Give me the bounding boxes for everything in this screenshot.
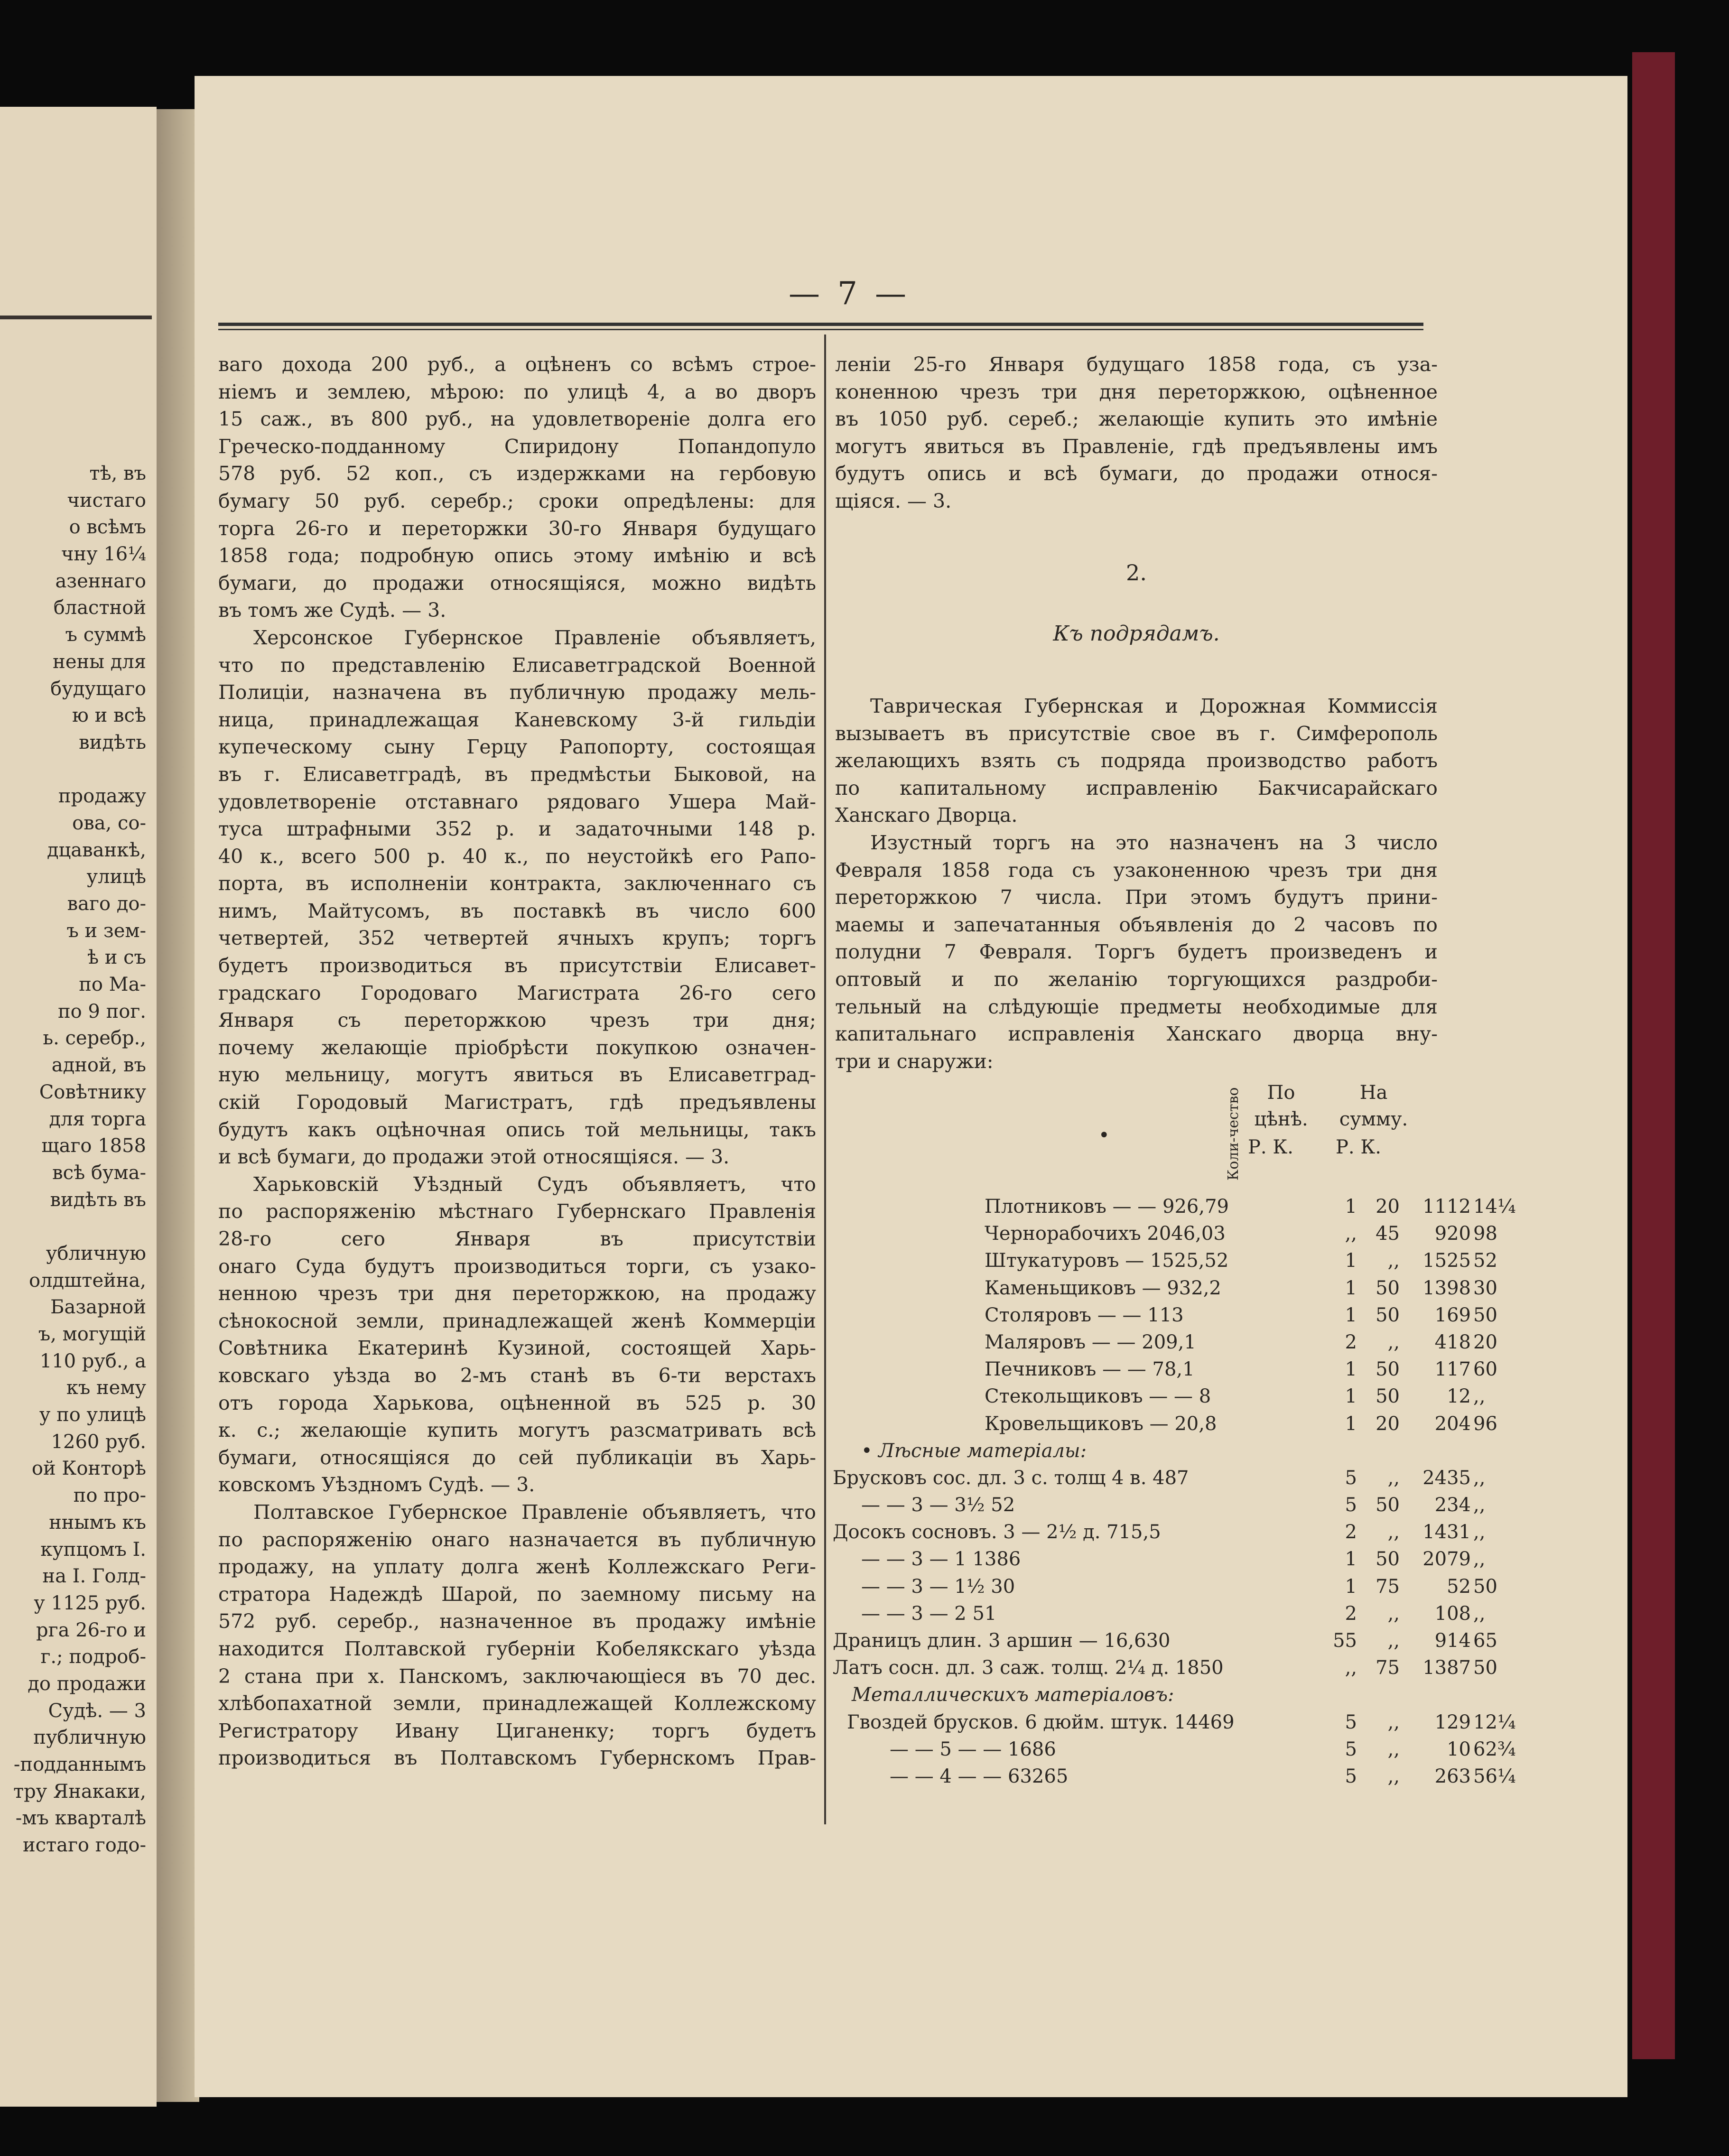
text-line: Харьковскій Уѣздный Судъ объявляетъ, что: [253, 1172, 816, 1196]
sum-rubles: 920: [1434, 1223, 1471, 1245]
price-rubles: 5: [1345, 1467, 1357, 1489]
page-number: — 7 —: [789, 275, 910, 312]
sum-kopecks: 30: [1473, 1277, 1497, 1299]
section-title: Къ подрядамъ.: [1053, 622, 1220, 646]
sum-rubles: 1431: [1422, 1521, 1471, 1543]
text-line: 572 руб. серебр., назначенное въ продажу имѣніе: [218, 1610, 816, 1633]
left-page-line: олдштейна,: [29, 1269, 146, 1292]
left-page-line: адной, въ: [51, 1054, 146, 1077]
left-page-line: азеннаго: [55, 570, 146, 592]
table-header-qty: Коли-чество: [1225, 1087, 1242, 1181]
left-page-line: по про-: [73, 1485, 146, 1507]
left-page-line: бластной: [53, 597, 146, 619]
item-name: Латъ сосн. дл. 3 саж. толщ. 2¼ д. 1850: [833, 1657, 1224, 1679]
price-kopecks: 50: [1376, 1548, 1400, 1571]
price-kopecks: ,,: [1387, 1331, 1400, 1353]
left-page-line: нены для: [53, 651, 146, 673]
left-page-line: [13, 1213, 146, 1240]
table-row: [833, 1711, 1516, 1738]
newspaper-page: [195, 76, 1627, 2097]
right-column-top: [835, 351, 1438, 515]
left-page-line: къ нему: [66, 1377, 146, 1399]
item-name: Столяровъ — — 113: [985, 1304, 1184, 1326]
text-line: ваго дохода 200 руб., а оцѣненъ со всѣмъ строе-: [218, 353, 816, 376]
left-page-line: г.; подроб-: [40, 1646, 146, 1668]
price-rubles: 1: [1345, 1277, 1357, 1299]
text-line: Января съ переторжкою чрезъ три дня;: [218, 1009, 816, 1032]
item-name: Гвоздей брусков. 6 дюйм. штук. 14469: [847, 1711, 1235, 1733]
left-page-line: улицѣ: [86, 866, 146, 888]
text-line: градскаго Городоваго Магистрата 26-го сего: [218, 981, 816, 1004]
text-line: продажу, на уплату долга женѣ Коллежскаго Реги-: [218, 1555, 816, 1579]
text-line: будутъ какъ оцѣночная опись той мельницы, такъ: [218, 1118, 816, 1141]
left-page-line: Судѣ. — 3: [48, 1700, 146, 1722]
text-line: желающихъ взять съ подряда производство работъ: [835, 749, 1438, 772]
sum-rubles: 2079: [1422, 1548, 1471, 1571]
text-line: Таврическая Губернская и Дорожная Коммиссія: [870, 695, 1438, 717]
text-line: производиться въ Полтавскомъ Губернскомъ Прав-: [218, 1747, 816, 1770]
text-line: щіяся. — 3.: [835, 489, 952, 512]
price-kopecks: 50: [1376, 1304, 1400, 1326]
price-rubles: 1: [1345, 1575, 1357, 1598]
text-line: Февраля 1858 года съ узаконенною чрезъ три дня: [835, 858, 1438, 882]
table-header-rk-sum: Р. К.: [1336, 1136, 1382, 1158]
item-name: — — 3 — 1½ 30: [861, 1575, 1015, 1598]
table-row: [833, 1467, 1486, 1494]
left-page-line: ой Конторѣ: [31, 1458, 146, 1480]
sum-kopecks: ,,: [1473, 1467, 1486, 1489]
text-line: 2 стана при х. Панскомъ, заключающіеся въ 70 дес.: [218, 1664, 816, 1688]
left-page-line: Совѣтнику: [39, 1081, 146, 1103]
header-rule: [218, 323, 1423, 330]
sum-kopecks: 96: [1473, 1413, 1497, 1435]
item-name: Штукатуровъ — 1525,52: [985, 1250, 1229, 1272]
price-kopecks: 20: [1376, 1413, 1400, 1435]
table-row: [833, 1385, 1486, 1413]
text-line: 40 к., всего 500 р. 40 к., по неустойкѣ его Рапо-: [218, 845, 816, 868]
price-rubles: 1: [1345, 1250, 1357, 1272]
text-line: Регистратору Ивану Циганенку; торгъ будетъ: [218, 1719, 816, 1742]
item-name: • Лѣсные матеріалы:: [861, 1440, 1087, 1462]
sum-kopecks: ,,: [1473, 1548, 1486, 1571]
left-page-line: -мъ кварталѣ: [15, 1807, 146, 1830]
text-line: бумагу 50 руб. серебр.; сроки опредѣлены: для: [218, 489, 816, 512]
sum-kopecks: 50: [1473, 1304, 1497, 1326]
sum-kopecks: 62¾: [1473, 1738, 1516, 1760]
item-name: — — 3 — 1 1386: [861, 1548, 1021, 1571]
text-line: капитальнаго исправленія Ханскаго дворца вну-: [835, 1022, 1438, 1046]
table-row: [833, 1494, 1486, 1521]
left-page-line: Базарной: [50, 1296, 146, 1319]
text-line: оптовый и по желанію торгующихся раздроби-: [835, 967, 1438, 991]
price-kopecks: ,,: [1387, 1711, 1400, 1733]
item-name: — — 3 — 3½ 52: [861, 1494, 1015, 1516]
sum-kopecks: 60: [1473, 1358, 1497, 1381]
sum-rubles: 2435: [1422, 1467, 1471, 1489]
item-name: Каменьщиковъ — 932,2: [985, 1277, 1221, 1299]
price-kopecks: 20: [1376, 1196, 1400, 1217]
text-line: ную мельницу, могутъ явиться въ Елисаветград-: [218, 1063, 816, 1087]
price-kopecks: ,,: [1387, 1738, 1400, 1760]
left-page-line: у по улицѣ: [39, 1404, 146, 1426]
price-rubles: 2: [1345, 1602, 1357, 1625]
left-page-line: убличную: [46, 1242, 146, 1264]
table-header-sum: На сумму.: [1339, 1082, 1408, 1130]
text-line: ковскаго уѣзда во 2-мъ станѣ въ 6-ти верстахъ: [218, 1364, 816, 1387]
text-line: полудни 7 Февраля. Торгъ будетъ произведенъ и: [835, 940, 1438, 964]
left-page-line: дцаванкѣ,: [46, 839, 146, 861]
text-line: почему желающіе пріобрѣсти покупкою означен-: [218, 1036, 816, 1059]
text-line: сѣнокосной земли, принадлежащей женѣ Коммерціи: [218, 1309, 816, 1332]
table-row: [833, 1602, 1486, 1630]
text-line: ница, принадлежащая Каневскому 3-й гильдіи: [218, 708, 816, 731]
sum-rubles: 1398: [1422, 1277, 1471, 1299]
text-line: 15 саж., въ 800 руб., на удовлетвореніе долга его: [218, 408, 816, 431]
text-line: порта, въ исполненіи контракта, заключеннаго съ: [218, 872, 816, 895]
table-row: [833, 1277, 1497, 1304]
text-line: и всѣ бумаги, до продажи этой относящіяся. — 3.: [218, 1145, 730, 1169]
left-page-line: чну 16¼: [61, 543, 146, 566]
price-kopecks: 45: [1376, 1223, 1400, 1245]
item-name: Плотниковъ — — 926,79: [985, 1196, 1229, 1217]
left-page-line: щаго 1858: [41, 1135, 146, 1157]
left-page-rule: [0, 316, 152, 319]
item-name: Досокъ сосновъ. 3 — 2½ д. 715,5: [833, 1521, 1161, 1543]
price-rubles: 2: [1345, 1331, 1357, 1353]
price-rubles: 1: [1345, 1548, 1357, 1571]
sum-rubles: 12: [1447, 1385, 1471, 1408]
table-row: [833, 1250, 1497, 1277]
item-name: Маляровъ — — 209,1: [985, 1331, 1196, 1353]
text-line: по капитальному исправленію Бакчисарайскаго: [835, 776, 1438, 799]
price-rubles: 5: [1345, 1765, 1357, 1787]
right-column-body: [835, 693, 1438, 1075]
item-name: Чернорабочихъ 2046,03: [985, 1223, 1226, 1245]
left-page-line: о всѣмъ: [69, 516, 146, 539]
left-page-line: продажу: [58, 785, 146, 808]
item-name: Кровельщиковъ — 20,8: [985, 1413, 1217, 1435]
price-kopecks: 75: [1376, 1575, 1400, 1598]
left-page-line: публичную: [33, 1727, 146, 1749]
table-row: [833, 1331, 1497, 1358]
table-row: [833, 1684, 1440, 1711]
table-row: [833, 1765, 1516, 1793]
book-cover-edge: [1632, 52, 1675, 2059]
text-line: удовлетвореніе отставнаго рядоваго Ушера Май-: [218, 790, 816, 813]
sum-kopecks: 14¼: [1473, 1196, 1516, 1217]
price-rubles: 5: [1345, 1711, 1357, 1733]
text-line: Полтавское Губернское Правленіе объявляетъ, что: [253, 1500, 816, 1524]
left-page-line: на І. Голд-: [42, 1565, 146, 1588]
price-rubles: 1: [1345, 1304, 1357, 1326]
left-page-line: ова, со-: [72, 812, 146, 834]
item-name: Печниковъ — — 78,1: [985, 1358, 1195, 1381]
text-line: Полиціи, назначена въ публичную продажу мель-: [218, 681, 816, 704]
text-line: Ханскаго Дворца.: [835, 804, 1018, 827]
text-line: по распоряженію онаго назначается въ публичную: [218, 1528, 816, 1551]
price-kopecks: ,,: [1387, 1630, 1400, 1652]
left-page-line: до продажи: [28, 1673, 146, 1695]
sum-rubles: 1387: [1422, 1657, 1471, 1679]
section-number: 2.: [1126, 560, 1147, 585]
table-row: [833, 1358, 1497, 1385]
price-kopecks: ,,: [1387, 1602, 1400, 1625]
text-line: въ 1050 руб. сереб.; желающіе купить это имѣніе: [835, 408, 1438, 431]
text-line: по распоряженію мѣстнаго Губернскаго Правленія: [218, 1200, 816, 1223]
text-line: въ томъ же Судѣ. — 3.: [218, 599, 446, 622]
text-line: ненною чрезъ три дня переторжкою, на продажу: [218, 1282, 816, 1305]
left-page-line: у 1125 руб.: [34, 1592, 146, 1614]
left-page-line: истаго годо-: [22, 1834, 146, 1857]
sum-rubles: 418: [1434, 1331, 1471, 1353]
text-line: Изустный торгъ на это назначенъ на 3 число: [870, 831, 1438, 854]
text-line: будетъ производиться въ присутствіи Елисавет-: [218, 954, 816, 977]
left-column: [218, 351, 816, 1772]
left-page-fragment: [0, 107, 157, 2107]
text-line: 1858 года; подробную опись этому имѣнію и всѣ: [218, 544, 816, 567]
price-rubles: ,,: [1345, 1657, 1357, 1679]
text-line: 28-го сего Января въ присутствіи: [218, 1227, 816, 1250]
left-page-line: рга 26-го и: [36, 1619, 146, 1641]
sum-rubles: 129: [1434, 1711, 1471, 1733]
text-line: бумаги, относящіяся до сей публикаціи въ Харь-: [218, 1446, 816, 1469]
text-line: купеческому сыну Герцу Рапопорту, состоящая: [218, 735, 816, 759]
table-row: [833, 1196, 1516, 1223]
price-kopecks: ,,: [1387, 1467, 1400, 1489]
left-page-line: ъ суммѣ: [65, 624, 146, 646]
sum-kopecks: 52: [1473, 1250, 1497, 1272]
sum-kopecks: 65: [1473, 1630, 1497, 1652]
text-line: четвертей, 352 четвертей ячныхъ крупъ; торгъ: [218, 927, 816, 950]
table-row: [833, 1630, 1497, 1657]
text-line: нимъ, Майтусомъ, въ поставкѣ въ число 600: [218, 899, 816, 922]
sum-kopecks: ,,: [1473, 1602, 1486, 1625]
text-line: туса штрафными 352 р. и задаточными 148 р.: [218, 818, 816, 841]
table-row: [833, 1413, 1497, 1440]
left-page-line: 110 руб., а: [39, 1350, 146, 1372]
price-rubles: 2: [1345, 1521, 1357, 1543]
left-page-line: тѣ, въ: [89, 463, 146, 484]
price-kopecks: 50: [1376, 1358, 1400, 1381]
item-name: — — 4 — — 63265: [890, 1765, 1069, 1787]
sum-rubles: 117: [1434, 1358, 1471, 1381]
sum-rubles: 52: [1447, 1575, 1471, 1598]
sum-rubles: 1112: [1422, 1196, 1471, 1217]
text-line: торга 26-го и переторжки 30-го Января будущаго: [218, 517, 816, 540]
sum-kopecks: ,,: [1473, 1494, 1486, 1516]
sum-kopecks: 50: [1473, 1575, 1497, 1598]
price-kopecks: 50: [1376, 1385, 1400, 1408]
price-kopecks: 50: [1376, 1277, 1400, 1299]
text-line: 578 руб. 52 коп., съ издержками на гербовую: [218, 462, 816, 485]
price-kopecks: ,,: [1387, 1765, 1400, 1787]
text-line: маемы и запечатанныя объявленія до 2 часовъ по: [835, 913, 1438, 936]
price-rubles: ,,: [1345, 1223, 1357, 1245]
text-line: хлѣбопахатной земли, принадлежащей Коллежскому: [218, 1692, 816, 1715]
sum-kopecks: 20: [1473, 1331, 1497, 1353]
text-line: ковскомъ Уѣздномъ Судѣ. — 3.: [218, 1473, 535, 1496]
item-name: Драницъ длин. 3 аршин — 16,630: [833, 1630, 1171, 1652]
sum-kopecks: 50: [1473, 1657, 1497, 1679]
sum-kopecks: ,,: [1473, 1385, 1486, 1408]
sum-kopecks: 98: [1473, 1223, 1497, 1245]
sum-kopecks: ,,: [1473, 1521, 1486, 1543]
price-rubles: 5: [1345, 1494, 1357, 1516]
text-line: Греческо-подданному Спиридону Попандопуло: [218, 435, 816, 458]
price-kopecks: ,,: [1387, 1250, 1400, 1272]
table-dot: •: [1098, 1124, 1110, 1146]
book-gutter: [157, 109, 199, 2102]
left-page-line: ѣ и съ: [87, 947, 146, 969]
price-kopecks: ,,: [1387, 1521, 1400, 1543]
left-page-line: ваго до-: [67, 893, 146, 915]
left-page-line: видѣть въ: [50, 1189, 146, 1211]
text-line: коненною чрезъ три дня переторжкою, оцѣненное: [835, 380, 1438, 403]
text-line: бумаги, до продажи относящіяся, можно видѣть: [218, 571, 816, 595]
sum-rubles: 234: [1434, 1494, 1471, 1516]
text-line: въ г. Елисаветградѣ, въ предмѣстьи Быковой, на: [218, 762, 816, 786]
text-line: три и снаружи:: [835, 1050, 994, 1073]
sum-rubles: 108: [1434, 1602, 1471, 1625]
price-rubles: 1: [1345, 1196, 1357, 1217]
item-name: — — 5 — — 1686: [890, 1738, 1056, 1760]
text-line: Совѣтника Екатеринѣ Кузиной, состоящей Харь-: [218, 1337, 816, 1360]
column-divider: [824, 335, 826, 1824]
item-name: — — 3 — 2 51: [861, 1602, 997, 1625]
sum-kopecks: 12¼: [1473, 1711, 1516, 1733]
sum-rubles: 169: [1434, 1304, 1471, 1326]
sum-rubles: 263: [1434, 1765, 1471, 1787]
left-page-line: ю и всѣ: [72, 705, 146, 727]
left-page-line: -подданнымъ: [13, 1754, 146, 1775]
left-page-line: тру Янакаки,: [13, 1780, 146, 1803]
table-row: [833, 1738, 1516, 1766]
text-line: к. с.; желающіе купить могутъ разсматривать всѣ: [218, 1419, 816, 1442]
sum-rubles: 1525: [1422, 1250, 1471, 1272]
left-page-line: ъ и зем-: [66, 920, 146, 942]
table-row: [833, 1440, 1440, 1467]
left-page-line: всѣ бума-: [52, 1162, 146, 1184]
left-page-lines: [13, 460, 146, 1859]
price-rubles: 1: [1345, 1385, 1357, 1408]
text-line: будутъ опись и всѣ бумаги, до продажи относя-: [835, 462, 1438, 485]
left-page-line: будущаго: [50, 678, 146, 700]
text-line: что по представленію Елисаветградской Военной: [218, 653, 816, 677]
table-row: [833, 1223, 1497, 1250]
sum-rubles: 914: [1434, 1630, 1471, 1652]
left-page-line: по 9 пог.: [57, 1000, 146, 1022]
price-kopecks: 50: [1376, 1494, 1400, 1516]
text-line: Херсонское Губернское Правленіе объявляетъ,: [253, 626, 816, 649]
price-rubles: 55: [1333, 1630, 1357, 1652]
left-page-line: ъ, могущій: [38, 1323, 146, 1345]
left-page-line: ннымъ къ: [49, 1511, 146, 1533]
table-row: [833, 1575, 1497, 1603]
price-rubles: 5: [1345, 1738, 1357, 1760]
text-line: могутъ явиться въ Правленіе, гдѣ предъявлены имъ: [835, 435, 1438, 458]
text-line: находится Полтавской губерніи Кобелякскаго уѣзда: [218, 1637, 816, 1660]
price-kopecks: 75: [1376, 1657, 1400, 1679]
sum-rubles: 10: [1447, 1738, 1471, 1760]
table-header-price: По цѣнѣ.: [1254, 1082, 1308, 1130]
text-line: тельный на слѣдующіе предметы необходимые для: [835, 995, 1438, 1018]
item-name: Металлическихъ матеріаловъ:: [852, 1684, 1174, 1706]
text-line: скій Городовый Магистратъ, гдѣ предъявлены: [218, 1091, 816, 1114]
left-page-line: по Ма-: [79, 974, 146, 996]
left-page-line: чистаго: [67, 489, 146, 511]
text-line: стратора Надеждѣ Шарой, по заемному письму на: [218, 1582, 816, 1606]
left-page-line: видѣть: [79, 731, 146, 753]
left-page-line: [13, 756, 146, 783]
text-line: онаго Суда будутъ производиться торги, съ узако-: [218, 1255, 816, 1278]
table-header-rk-price: Р. К.: [1248, 1136, 1294, 1158]
text-line: отъ города Харькова, оцѣненной въ 525 р. 30: [218, 1391, 816, 1414]
left-page-line: для торга: [49, 1108, 146, 1130]
sum-rubles: 204: [1434, 1413, 1471, 1435]
table-row: [833, 1304, 1497, 1331]
text-line: леніи 25-го Января будущаго 1858 года, съ уза-: [835, 353, 1438, 376]
table-row: [833, 1548, 1486, 1575]
materials-table: [833, 1196, 1516, 1793]
table-row: [833, 1521, 1486, 1548]
price-rubles: 1: [1345, 1413, 1357, 1435]
price-rubles: 1: [1345, 1358, 1357, 1381]
text-line: вызываетъ въ присутствіе свое въ г. Симферополь: [835, 722, 1438, 745]
text-line: ніемъ и землею, мѣрою: по улицѣ 4, а во дворъ: [218, 380, 816, 403]
left-page-line: 1260 руб.: [51, 1431, 146, 1453]
left-page-line: купцомъ І.: [40, 1538, 146, 1561]
left-page-line: ь. серебр.,: [43, 1027, 146, 1050]
item-name: Стекольщиковъ — — 8: [985, 1385, 1211, 1408]
text-line: переторжкою 7 числа. При этомъ будутъ прини-: [835, 886, 1438, 909]
table-row: [833, 1657, 1497, 1684]
item-name: Брусковъ сос. дл. 3 с. толщ 4 в. 487: [833, 1467, 1189, 1489]
sum-kopecks: 56¼: [1473, 1765, 1516, 1787]
